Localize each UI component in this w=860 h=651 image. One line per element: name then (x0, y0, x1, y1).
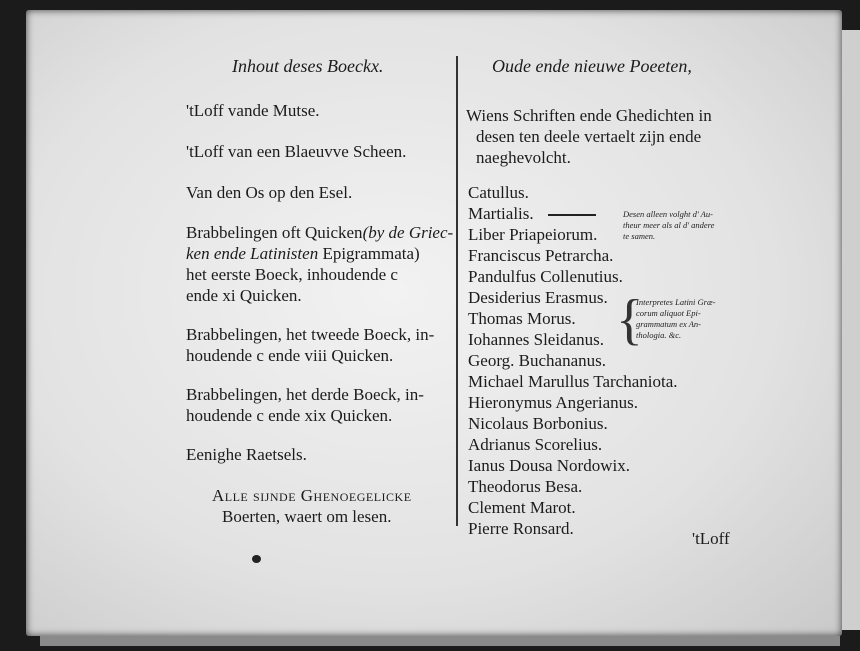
book3-line1: Brabbelingen, het derde Boeck, in- (186, 385, 424, 404)
poet-entry: Clement Marot. (468, 498, 576, 517)
poet-entry: Adrianus Scorelius. (468, 435, 603, 454)
margin-note-2-line2: corum aliquot Epi- (636, 308, 701, 318)
book-page (26, 10, 842, 636)
margin-note-1-line2: theur meer als al d' andere (623, 220, 715, 230)
book2-line1: Brabbelingen, het tweede Boeck, in- (186, 325, 435, 344)
poet-entry: Martialis. (468, 204, 534, 223)
poet-entry: Catullus. (468, 183, 529, 202)
poet-entry: Georg. Buchananus. (468, 351, 607, 370)
note-pointer-line (548, 214, 596, 216)
poet-entry: Franciscus Petrarcha. (468, 246, 614, 265)
margin-note-2-line1: Interpretes Latini Græ- (636, 297, 716, 307)
ink-blot (252, 555, 261, 563)
poet-entry: Pierre Ronsard. (468, 519, 574, 538)
column-divider (456, 56, 458, 526)
poet-entry: Theodorus Besa. (468, 477, 583, 496)
closing-line2: Boerten, waert om lesen. (222, 507, 392, 526)
poet-entry: Nicolaus Borbonius. (468, 414, 608, 433)
poet-entry: Liber Priapeiorum. (468, 225, 598, 244)
closing-line1: Alle sijnde Ghenoegelicke (212, 486, 412, 505)
book2-line2: houdende c ende viii Quicken. (186, 346, 394, 365)
book1-line1: Brabbelingen oft Quicken(by de Griec- (186, 223, 454, 242)
left-heading: Inhout deses Boeckx. (232, 56, 384, 76)
intro-line2: desen ten deele vertaelt zijn ende (476, 127, 702, 146)
book3-line2: houdende c ende xix Quicken. (186, 406, 393, 425)
poet-entry: Ianus Dousa Nordowix. (468, 456, 630, 475)
poet-entry: Thomas Morus. (468, 309, 576, 328)
margin-note-2-line4: thologia. &c. (636, 330, 682, 340)
margin-note-1-line3: te samen. (623, 231, 656, 241)
poet-entry: Michael Marullus Tarchaniota. (468, 372, 678, 391)
intro-line1: Wiens Schriften ende Ghedichten in (466, 106, 712, 125)
book1-line4: ende xi Quicken. (186, 286, 302, 305)
intro-line3: naeghevolcht. (476, 148, 571, 167)
margin-note-1-line1: Desen alleen volght d' Au- (623, 209, 713, 219)
book-bottom-edge (40, 636, 840, 646)
poet-entry: Iohannes Sleidanus. (468, 330, 604, 349)
right-heading: Oude ende nieuwe Poeeten, (492, 56, 692, 76)
contents-item-2: 'tLoff van een Blaeuvve Scheen. (186, 142, 407, 161)
contents-item-1: 'tLoff vande Mutse. (186, 101, 320, 120)
book1-line3: het eerste Boeck, inhoudende c (186, 265, 398, 284)
poet-entry: Hieronymus Angerianus. (468, 393, 638, 412)
margin-note-2-line3: grammatum ex An- (636, 319, 701, 329)
riddles-entry: Eenighe Raetsels. (186, 445, 307, 464)
poet-entry: Pandulfus Collenutius. (468, 267, 623, 286)
book1-line2: ken ende Latinisten Epigrammata) (186, 244, 420, 263)
catchword: 'tLoff (692, 529, 730, 548)
brace-glyph: { (616, 289, 643, 351)
contents-item-3: Van den Os op den Esel. (186, 183, 353, 202)
adjacent-page-edge (842, 30, 860, 630)
poet-entry: Desiderius Erasmus. (468, 288, 608, 307)
